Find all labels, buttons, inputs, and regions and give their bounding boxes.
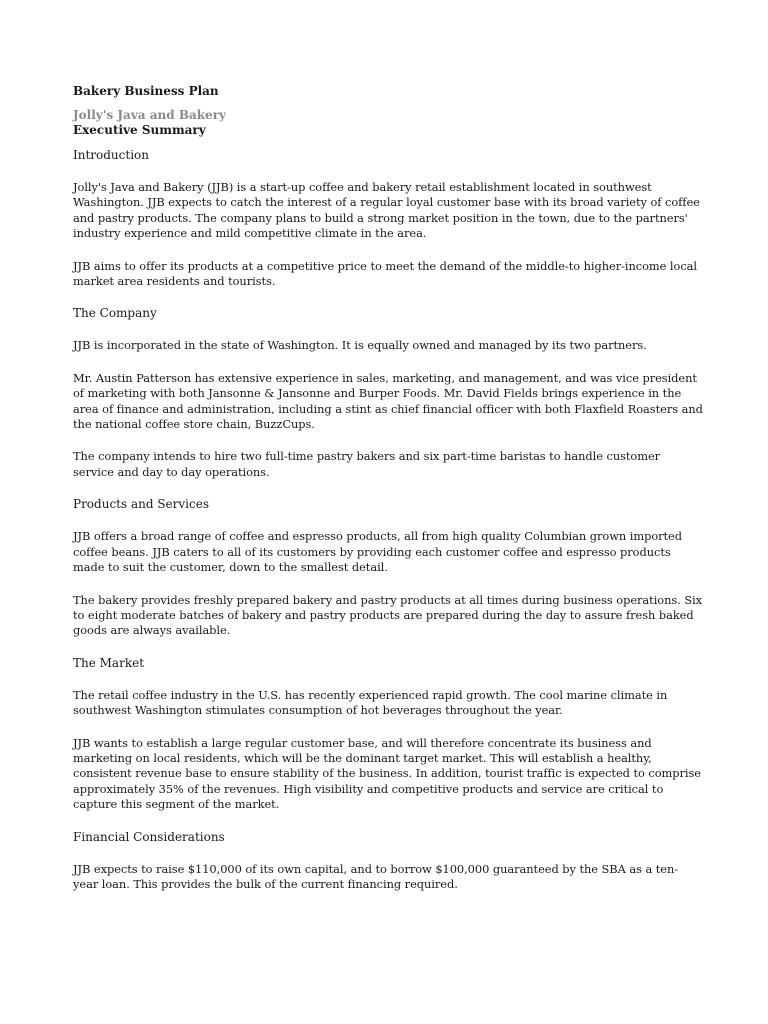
section-heading-market: The Market <box>73 655 145 670</box>
company-paragraph-3: The company intends to hire two full-time pastry bakers and six part-time baristas to handle customer service and day to day operations. <box>73 449 661 479</box>
section-heading-products: Products and Services <box>73 497 209 512</box>
introduction-paragraph-1: Jolly's Java and Bakery (JJB) is a start-up coffee and bakery retail establishment located in southwest Washington. JJB expects to catch the interest of a regular loyal customer base with its broad variety of coffee and pastry products. The company plans to build a strong market position in the town, due to the partners' industry experience and mild competitive climate in the area. <box>73 180 700 241</box>
company-name: Jolly's Java and Bakery <box>73 108 226 122</box>
products-paragraph-1: JJB offers a broad range of coffee and espresso products, all from high quality Columbian grown imported coffee beans. JJB caters to all of its customers by providing each customer coffee and espresso products made to suit the customer, down to the smallest detail. <box>73 529 682 575</box>
section-title-executive-summary: Executive Summary <box>73 123 206 137</box>
section-heading-financial: Financial Considerations <box>73 829 225 844</box>
products-paragraph-2: The bakery provides freshly prepared bakery and pastry products at all times during business operations. Six to eight moderate batches of bakery and pastry products are prepared during the day to assure fresh baked goods are always available. <box>73 592 703 638</box>
introduction-paragraph-2: JJB aims to offer its products at a competitive price to meet the demand of the middle-to higher-income local market area residents and tourists. <box>73 258 697 289</box>
section-heading-introduction: Introduction <box>73 148 149 162</box>
section-heading-company: The Company <box>73 306 157 321</box>
company-paragraph-2: Mr. Austin Patterson has extensive experience in sales, marketing, and management, and was vice president of marketing with both Jansonne & Jansonne and Burper Foods. Mr. David Fields brings experience in the area of finance and administration, including a stint as chief financial officer with both Flaxfield Roasters and the national coffee store chain, BuzzCups. <box>73 370 703 432</box>
market-paragraph-2: JJB wants to establish a large regular customer base, and will therefore concentrate its business and marketing on local residents, which will be the dominant target market. This will establish a healthy, consistent revenue base to ensure stability of the business. In addition, tourist traffic is expected to comprise approximately 35% of the revenues. High visibility and competitive products and service are critical to capture this segment of the market. <box>73 735 701 812</box>
company-paragraph-1: JJB is incorporated in the state of Washington. It is equally owned and managed by its two partners. <box>73 338 647 353</box>
document-title: Bakery Business Plan <box>73 84 219 98</box>
market-paragraph-1: The retail coffee industry in the U.S. has recently experienced rapid growth. The cool marine climate in southwest Washington stimulates consumption of hot beverages throughout the year. <box>73 687 668 718</box>
financial-paragraph-1: JJB expects to raise $110,000 of its own capital, and to borrow $100,000 guaranteed by the SBA as a ten-year loan. This provides the bulk of the current financing required. <box>73 861 679 891</box>
document-page <box>73 84 703 909</box>
